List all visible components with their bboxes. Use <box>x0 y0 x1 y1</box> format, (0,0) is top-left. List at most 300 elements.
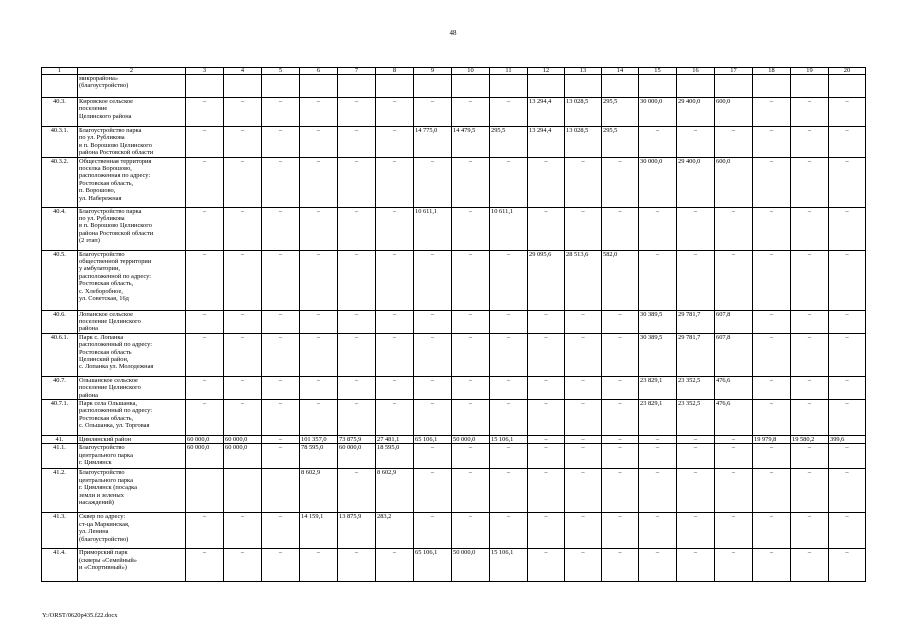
value-cell: – <box>376 376 414 399</box>
value-cell: – <box>602 549 639 582</box>
value-cell: – <box>300 127 338 158</box>
value-cell: – <box>338 549 376 582</box>
value-cell: – <box>262 98 300 127</box>
item-number-cell: 40.3.2. <box>42 157 78 207</box>
value-cell: – <box>565 400 602 436</box>
value-cell: – <box>490 400 528 436</box>
value-cell: 14 479,5 <box>452 127 490 158</box>
value-cell: 13 028,5 <box>565 98 602 127</box>
value-cell: – <box>262 333 300 376</box>
value-cell: 50 000,0 <box>452 549 490 582</box>
value-cell: – <box>490 157 528 207</box>
description-cell: Парк села Ольшанка, расположенный по адресу: Ростовская область, с. Ольшанка, ул. Торговая <box>78 400 186 436</box>
value-cell: 78 595,0 <box>300 444 338 469</box>
value-cell: 101 357,0 <box>300 436 338 444</box>
value-cell: – <box>791 98 829 127</box>
value-cell: 14 775,0 <box>414 127 452 158</box>
description-cell: Кировское сельское поселение Целинского района <box>78 98 186 127</box>
value-cell: – <box>715 444 753 469</box>
value-cell <box>262 75 300 98</box>
value-cell: 476,6 <box>715 400 753 436</box>
header-row <box>42 68 866 75</box>
item-number-cell: 40.4. <box>42 207 78 250</box>
value-cell: 10 611,1 <box>490 207 528 250</box>
value-cell: 8 602,9 <box>300 469 338 513</box>
value-cell: – <box>262 513 300 549</box>
value-cell: – <box>639 444 677 469</box>
value-cell: – <box>528 549 565 582</box>
value-cell: – <box>414 157 452 207</box>
column-number-cell: 6 <box>300 68 338 75</box>
column-number-cell: 2 <box>78 68 186 75</box>
value-cell: – <box>376 310 414 333</box>
value-cell <box>376 75 414 98</box>
value-cell: – <box>602 513 639 549</box>
value-cell: – <box>224 207 262 250</box>
item-number-cell: 41.4. <box>42 549 78 582</box>
table-row <box>42 207 866 250</box>
value-cell: – <box>715 436 753 444</box>
value-cell: – <box>528 333 565 376</box>
value-cell: – <box>414 98 452 127</box>
value-cell: 29 781,7 <box>677 333 715 376</box>
value-cell: – <box>490 513 528 549</box>
value-cell: – <box>639 549 677 582</box>
value-cell: – <box>753 157 791 207</box>
value-cell: 14 159,1 <box>300 513 338 549</box>
value-cell: – <box>224 127 262 158</box>
item-number-cell: 41. <box>42 436 78 444</box>
value-cell: – <box>300 400 338 436</box>
value-cell <box>262 469 300 513</box>
value-cell: – <box>829 98 866 127</box>
value-cell: – <box>829 444 866 469</box>
item-number-cell: 40.5. <box>42 250 78 310</box>
value-cell: 607,8 <box>715 333 753 376</box>
value-cell: – <box>224 157 262 207</box>
column-number-cell: 20 <box>829 68 866 75</box>
value-cell: – <box>791 127 829 158</box>
description-cell: Ольшанское сельское поселение Целинского района <box>78 376 186 399</box>
value-cell: – <box>602 376 639 399</box>
value-cell: – <box>565 469 602 513</box>
value-cell: 29 095,6 <box>528 250 565 310</box>
value-cell: – <box>715 549 753 582</box>
value-cell: – <box>528 207 565 250</box>
value-cell: – <box>639 127 677 158</box>
value-cell: – <box>414 376 452 399</box>
column-number-cell: 9 <box>414 68 452 75</box>
value-cell: – <box>528 436 565 444</box>
table-row <box>42 75 866 98</box>
value-cell: 399,6 <box>829 436 866 444</box>
value-cell <box>528 75 565 98</box>
column-number-cell: 15 <box>639 68 677 75</box>
value-cell: – <box>262 127 300 158</box>
value-cell: – <box>602 436 639 444</box>
value-cell: – <box>452 513 490 549</box>
value-cell: – <box>376 207 414 250</box>
value-cell: 29 781,7 <box>677 310 715 333</box>
value-cell: – <box>262 376 300 399</box>
item-number-cell: 40.6.1. <box>42 333 78 376</box>
value-cell: 50 000,0 <box>452 436 490 444</box>
value-cell: 15 106,1 <box>490 436 528 444</box>
value-cell: 23 352,5 <box>677 376 715 399</box>
value-cell: – <box>602 444 639 469</box>
value-cell: – <box>677 250 715 310</box>
value-cell: 600,0 <box>715 157 753 207</box>
value-cell: 13 875,9 <box>338 513 376 549</box>
value-cell: – <box>715 469 753 513</box>
description-cell: Благоустройство центрального парка г. Цимлянск <box>78 444 186 469</box>
column-number-cell: 10 <box>452 68 490 75</box>
value-cell: – <box>452 207 490 250</box>
value-cell: – <box>376 98 414 127</box>
item-number-cell: 41.1. <box>42 444 78 469</box>
column-number-cell: 1 <box>42 68 78 75</box>
value-cell: 10 611,1 <box>414 207 452 250</box>
value-cell: – <box>414 400 452 436</box>
value-cell: – <box>414 444 452 469</box>
value-cell: – <box>338 127 376 158</box>
value-cell: – <box>528 513 565 549</box>
value-cell: – <box>186 207 224 250</box>
value-cell: – <box>829 127 866 158</box>
table-row <box>42 127 866 158</box>
value-cell: – <box>224 400 262 436</box>
column-number-cell: 4 <box>224 68 262 75</box>
value-cell: – <box>262 250 300 310</box>
value-cell: – <box>791 549 829 582</box>
value-cell: – <box>753 207 791 250</box>
value-cell: – <box>791 400 829 436</box>
page-number: 48 <box>449 29 457 37</box>
column-number-cell: 8 <box>376 68 414 75</box>
value-cell: – <box>414 250 452 310</box>
item-number-cell: 40.7.1. <box>42 400 78 436</box>
value-cell: – <box>186 250 224 310</box>
value-cell: – <box>262 436 300 444</box>
value-cell: – <box>829 250 866 310</box>
value-cell: – <box>677 469 715 513</box>
value-cell: 582,0 <box>602 250 639 310</box>
value-cell: 607,8 <box>715 310 753 333</box>
value-cell: – <box>338 207 376 250</box>
description-cell: Лопанское сельское поселение Целинского района <box>78 310 186 333</box>
value-cell: 30 000,0 <box>639 157 677 207</box>
value-cell: – <box>528 310 565 333</box>
budget-table <box>41 67 866 582</box>
value-cell: 65 106,1 <box>414 436 452 444</box>
column-number-cell: 18 <box>753 68 791 75</box>
value-cell: – <box>565 310 602 333</box>
value-cell: – <box>565 513 602 549</box>
value-cell <box>791 75 829 98</box>
value-cell: – <box>490 98 528 127</box>
value-cell: – <box>753 376 791 399</box>
value-cell: – <box>262 549 300 582</box>
item-number-cell: 40.3. <box>42 98 78 127</box>
value-cell <box>602 75 639 98</box>
value-cell: – <box>490 250 528 310</box>
value-cell <box>677 75 715 98</box>
value-cell: – <box>528 469 565 513</box>
value-cell: – <box>829 400 866 436</box>
table-row <box>42 469 866 513</box>
column-number-cell: 11 <box>490 68 528 75</box>
value-cell: – <box>338 157 376 207</box>
table-row <box>42 376 866 399</box>
value-cell: – <box>791 333 829 376</box>
value-cell <box>753 75 791 98</box>
value-cell: – <box>791 310 829 333</box>
item-number-cell <box>42 75 78 98</box>
value-cell: – <box>791 207 829 250</box>
value-cell: 73 875,9 <box>338 436 376 444</box>
value-cell: – <box>338 250 376 310</box>
value-cell: – <box>677 436 715 444</box>
value-cell: – <box>528 400 565 436</box>
description-cell: микрорайона» (благоустройство) <box>78 75 186 98</box>
value-cell: – <box>224 250 262 310</box>
value-cell: – <box>186 98 224 127</box>
column-number-cell: 16 <box>677 68 715 75</box>
value-cell: 29 400,0 <box>677 98 715 127</box>
value-cell: – <box>565 157 602 207</box>
value-cell: – <box>186 400 224 436</box>
value-cell: – <box>528 376 565 399</box>
value-cell: – <box>452 157 490 207</box>
value-cell: – <box>753 549 791 582</box>
value-cell: – <box>565 549 602 582</box>
value-cell: – <box>753 513 791 549</box>
value-cell: – <box>376 400 414 436</box>
value-cell: 15 106,1 <box>490 549 528 582</box>
value-cell <box>829 75 866 98</box>
value-cell: – <box>338 310 376 333</box>
column-number-cell: 12 <box>528 68 565 75</box>
value-cell: – <box>829 310 866 333</box>
value-cell: – <box>565 444 602 469</box>
value-cell: – <box>791 157 829 207</box>
value-cell <box>452 75 490 98</box>
column-number-cell: 14 <box>602 68 639 75</box>
value-cell: – <box>602 400 639 436</box>
value-cell: – <box>490 469 528 513</box>
value-cell: – <box>565 207 602 250</box>
value-cell: – <box>338 469 376 513</box>
value-cell: – <box>753 469 791 513</box>
file-path: Y:/ORST/0620p435.f22.docx <box>42 612 118 619</box>
value-cell: 27 481,1 <box>376 436 414 444</box>
value-cell: – <box>602 207 639 250</box>
value-cell: – <box>224 333 262 376</box>
table-row <box>42 436 866 444</box>
value-cell: – <box>186 513 224 549</box>
value-cell: 295,5 <box>490 127 528 158</box>
value-cell: – <box>715 513 753 549</box>
value-cell: 18 595,0 <box>376 444 414 469</box>
value-cell: – <box>791 376 829 399</box>
value-cell: – <box>224 98 262 127</box>
value-cell: – <box>338 400 376 436</box>
column-number-cell: 3 <box>186 68 224 75</box>
value-cell: – <box>376 127 414 158</box>
value-cell: – <box>262 400 300 436</box>
value-cell: – <box>186 333 224 376</box>
value-cell: – <box>186 157 224 207</box>
value-cell: 13 028,5 <box>565 127 602 158</box>
value-cell: – <box>224 310 262 333</box>
value-cell: – <box>639 469 677 513</box>
value-cell: – <box>186 310 224 333</box>
value-cell <box>186 75 224 98</box>
value-cell: – <box>414 310 452 333</box>
value-cell: – <box>565 436 602 444</box>
value-cell: – <box>829 333 866 376</box>
value-cell: – <box>452 469 490 513</box>
value-cell: – <box>452 444 490 469</box>
value-cell: – <box>262 444 300 469</box>
table-row <box>42 513 866 549</box>
value-cell <box>224 469 262 513</box>
value-cell: – <box>715 250 753 310</box>
value-cell: – <box>300 376 338 399</box>
item-number-cell: 41.2. <box>42 469 78 513</box>
value-cell: 60 000,0 <box>224 436 262 444</box>
value-cell: – <box>490 333 528 376</box>
value-cell: – <box>753 250 791 310</box>
value-cell: – <box>414 333 452 376</box>
value-cell: – <box>528 444 565 469</box>
value-cell: – <box>490 310 528 333</box>
value-cell: 60 000,0 <box>186 436 224 444</box>
value-cell <box>186 469 224 513</box>
value-cell: 295,5 <box>602 98 639 127</box>
value-cell: – <box>338 376 376 399</box>
value-cell: – <box>829 469 866 513</box>
table-row <box>42 250 866 310</box>
value-cell: 13 294,4 <box>528 127 565 158</box>
value-cell: – <box>490 376 528 399</box>
value-cell: – <box>677 207 715 250</box>
value-cell: 600,0 <box>715 98 753 127</box>
value-cell: 60 000,0 <box>338 444 376 469</box>
value-cell: – <box>829 549 866 582</box>
value-cell: – <box>829 513 866 549</box>
value-cell: – <box>300 310 338 333</box>
value-cell: – <box>753 400 791 436</box>
value-cell: 23 352,5 <box>677 400 715 436</box>
value-cell: – <box>224 513 262 549</box>
item-number-cell: 40.3.1. <box>42 127 78 158</box>
value-cell: – <box>715 127 753 158</box>
value-cell: – <box>452 333 490 376</box>
value-cell: 30 000,0 <box>639 98 677 127</box>
description-cell: Цимлянский район <box>78 436 186 444</box>
description-cell: Сквер по адресу: ст-ца Маркинская, ул. Ленина (благоустройство) <box>78 513 186 549</box>
description-cell: Благоустройство парка по ул. Рубликова в п. Ворошово Целинского района Ростовской области <box>78 127 186 158</box>
description-cell: Благоустройство общественной территории у амбулатории, расположенной по адресу: Ростовская область, с. Хлеборобное, ул. Советская, 16д <box>78 250 186 310</box>
value-cell: – <box>452 98 490 127</box>
value-cell: 65 106,1 <box>414 549 452 582</box>
value-cell: 29 400,0 <box>677 157 715 207</box>
value-cell: 8 602,9 <box>376 469 414 513</box>
column-number-cell: 7 <box>338 68 376 75</box>
table-row <box>42 444 866 469</box>
value-cell: – <box>602 333 639 376</box>
value-cell: – <box>376 549 414 582</box>
value-cell: 283,2 <box>376 513 414 549</box>
column-number-cell: 19 <box>791 68 829 75</box>
value-cell: – <box>715 207 753 250</box>
value-cell: – <box>829 207 866 250</box>
description-cell: Благоустройство парка по ул. Рубликова в п. Ворошово Целинского района Ростовской области (2 этап) <box>78 207 186 250</box>
value-cell: – <box>565 376 602 399</box>
column-number-cell: 5 <box>262 68 300 75</box>
value-cell: – <box>262 207 300 250</box>
value-cell <box>715 75 753 98</box>
value-cell: 30 389,5 <box>639 310 677 333</box>
value-cell <box>565 75 602 98</box>
value-cell: – <box>186 127 224 158</box>
column-number-cell: 17 <box>715 68 753 75</box>
value-cell <box>224 75 262 98</box>
value-cell: – <box>602 310 639 333</box>
value-cell: – <box>376 250 414 310</box>
value-cell <box>338 75 376 98</box>
value-cell: – <box>262 157 300 207</box>
table-row <box>42 310 866 333</box>
value-cell: 19 580,2 <box>791 436 829 444</box>
value-cell: – <box>224 376 262 399</box>
value-cell: 19 979,8 <box>753 436 791 444</box>
value-cell: 23 829,1 <box>639 376 677 399</box>
value-cell: – <box>376 157 414 207</box>
value-cell: – <box>791 469 829 513</box>
item-number-cell: 40.6. <box>42 310 78 333</box>
item-number-cell: 40.7. <box>42 376 78 399</box>
value-cell: – <box>791 513 829 549</box>
value-cell: – <box>753 333 791 376</box>
value-cell: 13 294,4 <box>528 98 565 127</box>
value-cell: – <box>452 250 490 310</box>
table-row <box>42 333 866 376</box>
value-cell: – <box>262 310 300 333</box>
value-cell: – <box>791 250 829 310</box>
value-cell: – <box>414 469 452 513</box>
table-row <box>42 400 866 436</box>
value-cell: – <box>753 444 791 469</box>
value-cell: – <box>186 376 224 399</box>
value-cell: 60 000,0 <box>186 444 224 469</box>
value-cell: – <box>753 98 791 127</box>
value-cell: 476,6 <box>715 376 753 399</box>
value-cell: – <box>452 310 490 333</box>
item-number-cell: 41.3. <box>42 513 78 549</box>
value-cell: – <box>414 513 452 549</box>
value-cell: – <box>829 157 866 207</box>
value-cell: – <box>300 98 338 127</box>
value-cell: – <box>338 98 376 127</box>
value-cell <box>490 75 528 98</box>
value-cell: – <box>300 207 338 250</box>
value-cell: – <box>753 310 791 333</box>
value-cell: 30 389,5 <box>639 333 677 376</box>
value-cell: – <box>565 333 602 376</box>
table-row <box>42 549 866 582</box>
